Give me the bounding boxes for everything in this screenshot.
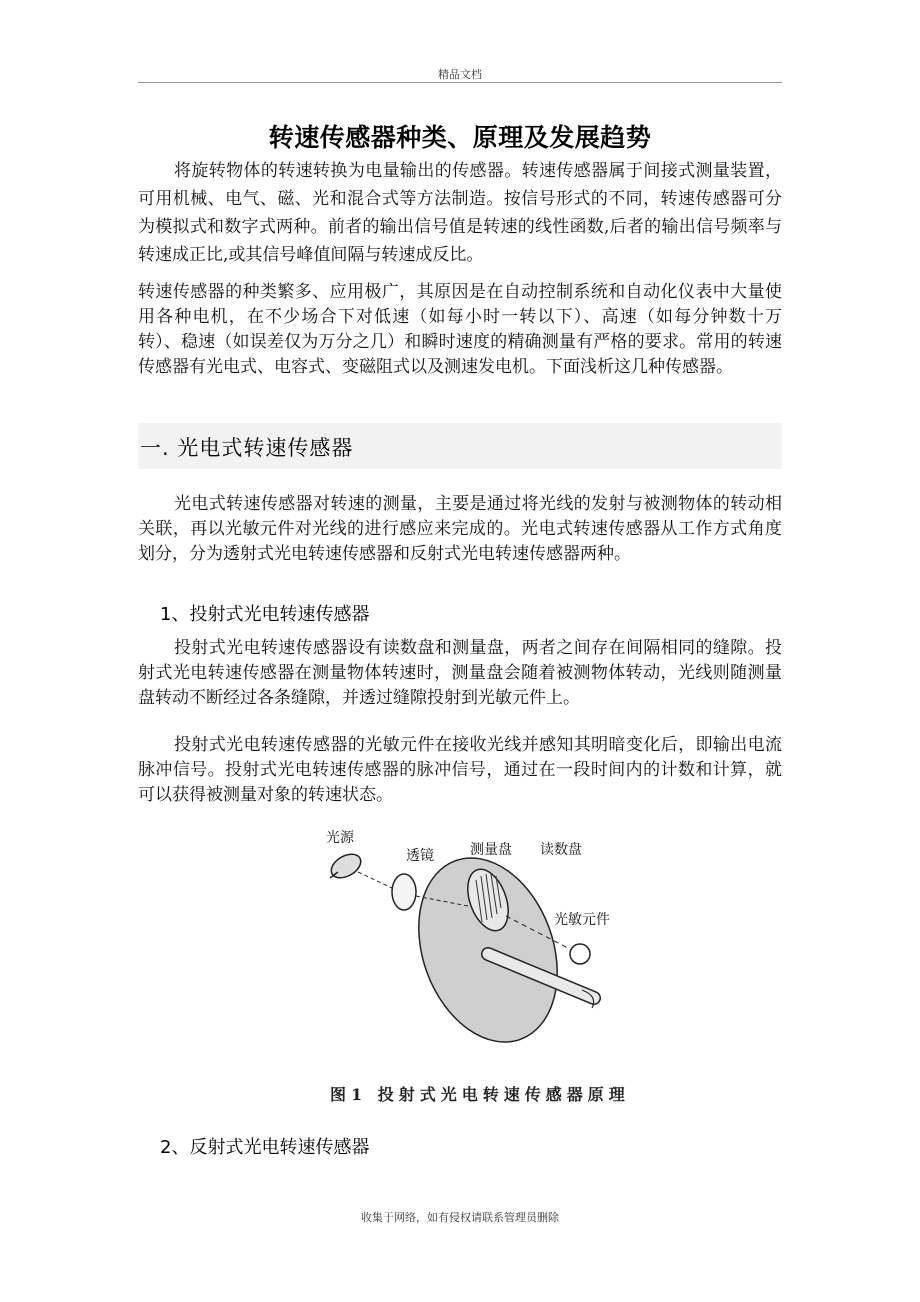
subsection-1-paragraph-2: 投射式光电转速传感器的光敏元件在接收光线并感知其明暗变化后，即输出电流脉冲信号。投射式光电转速传感器的脉冲信号，通过在一段时间内的计数和计算，就可以获得被测量对象的转速状态。 <box>138 735 782 805</box>
photo-element-icon <box>570 944 590 964</box>
subsection-heading-1: 1、投射式光电转速传感器 <box>160 604 370 625</box>
measuring-disk-icon <box>394 838 581 1050</box>
header-divider <box>138 82 782 83</box>
section-paragraph: 光电式转速传感器对转速的测量，主要是通过将光线的发射与被测物体的转动相关联，再以光敏元件对光线的进行感应来完成的。光电式转速传感器从工作方式角度划分，分为透射式光电转速传感器和反射式光电转速传感器两种。 <box>138 494 782 564</box>
document-title: 转速传感器种类、原理及发展趋势 <box>268 123 652 152</box>
label-measuring-disk: 测量盘 <box>470 842 512 858</box>
label-lens: 透镜 <box>406 848 434 864</box>
label-light-source: 光源 <box>326 830 354 846</box>
figure-caption: 图1 投射式光电转速传感器原理 <box>330 1085 630 1104</box>
lens-icon <box>392 874 416 910</box>
subsection-heading-2: 2、反射式光电转速传感器 <box>160 1137 370 1158</box>
light-source-icon <box>327 849 365 882</box>
page-footer: 收集于网络，如有侵权请联系管理员删除 <box>361 1211 559 1224</box>
subsection-1-paragraph-1: 投射式光电转速传感器设有读数盘和测量盘，两者之间存在间隔相同的缝隙。投射式光电转速传感器在测量物体转速时，测量盘会随着被测物体转动，光线则随测量盘转动不断经过各条缝隙，并透过缝隙投射到光敏元件上。 <box>138 638 782 708</box>
label-reading-disk: 读数盘 <box>540 842 582 858</box>
label-photo-element: 光敏元件 <box>554 912 610 928</box>
sensor-diagram <box>318 820 618 1050</box>
intro-paragraph-1: 将旋转物体的转速转换为电量输出的传感器。转速传感器属于间接式测量装置，可用机械、电气、磁、光和混合式等方法制造。按信号形式的不同，转速传感器可分为模拟式和数字式两种。前者的输出信号值是转速的线性函数,后者的输出信号频率与转速成正比,或其信号峰值间隔与转速成反比。 <box>138 161 782 265</box>
intro-paragraph-2: 转速传感器的种类繁多、应用极广，其原因是在自动控制系统和自动化仪表中大量使用各种电机，在不少场合下对低速（如每小时一转以下）、高速（如每分钟数十万转）、稳速（如误差仅为万分之几）和瞬时速度的精确测量有严格的要求。常用的转速传感器有光电式、电容式、变磁阻式以及测速发电机。下面浅析这几种传感器。 <box>138 282 782 377</box>
section-heading: 一. 光电式转速传感器 <box>140 436 354 460</box>
page-header: 精品文档 <box>438 68 482 81</box>
